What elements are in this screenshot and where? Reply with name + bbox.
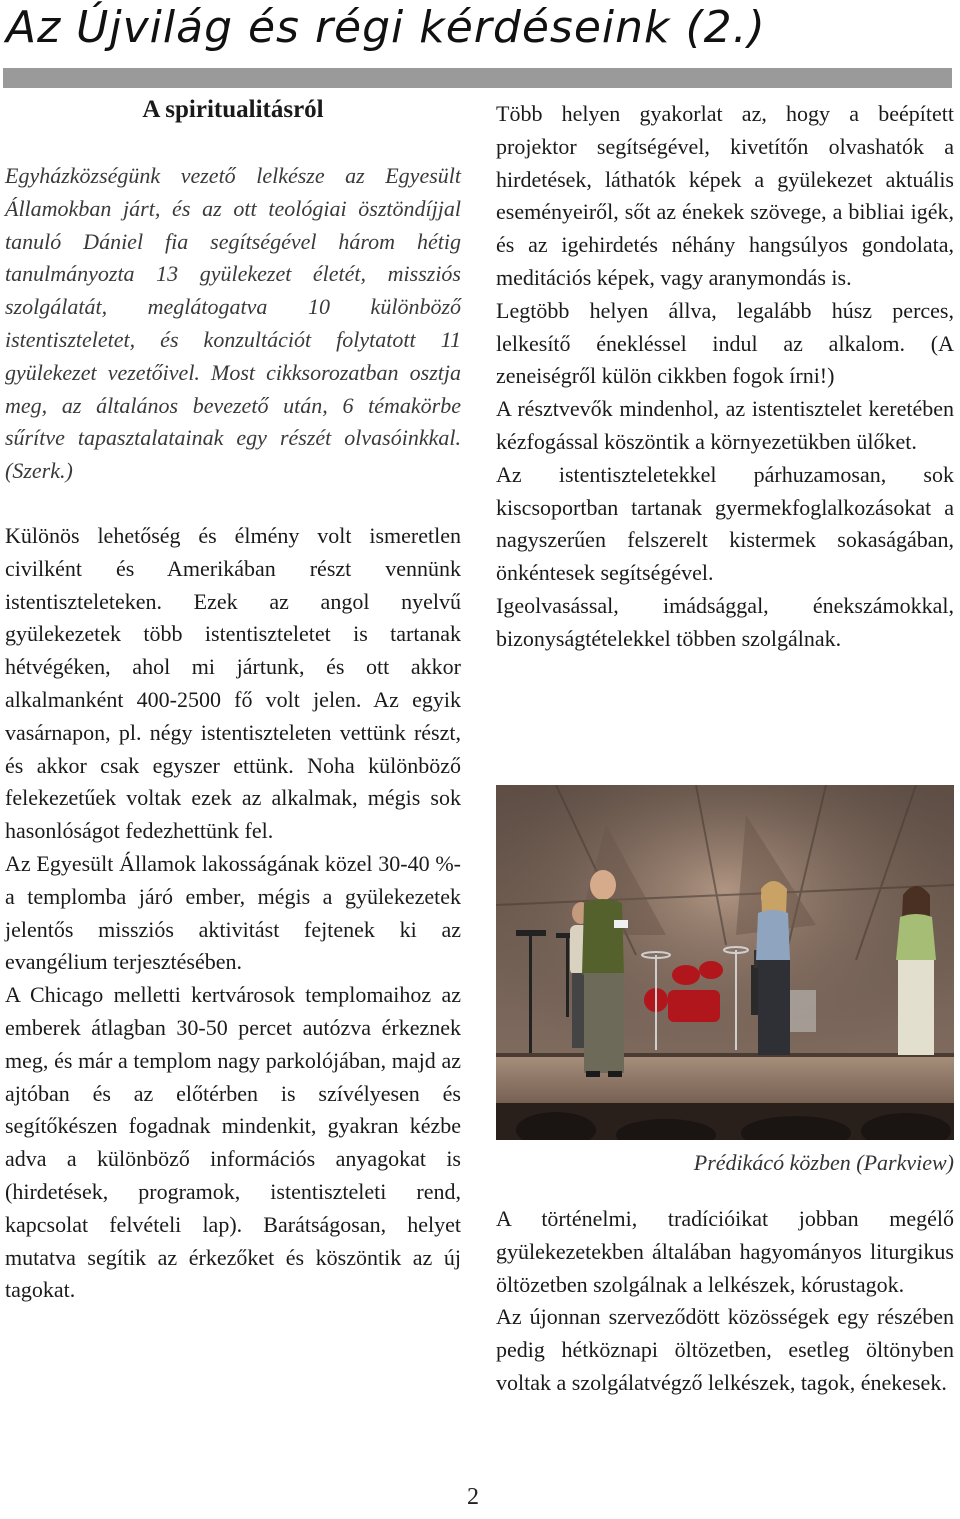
body-paragraph: Az istentiszteletekkel párhuzamosan, sok kiscsoportban tartanak gyermekfoglalkozásokat a nagyszerűen felszerelt kistermek sokaságában, önkéntesek segítségével. [496,461,954,586]
body-paragraph: Legtöbb helyen állva, legalább húsz perces, lelkesítő énekléssel indul az alkalom. (A zeneiségről külön cikkben fogok írni!) [496,297,954,389]
body-paragraph: Különös lehetőség és élmény volt ismeretlen civilként és Amerikában részt vennünk istentiszteleteken. Ezek az angol nyelvű gyülekezetek több istentiszteletet is tartanak hétvégéken, ahol mi jártunk, és ott akkor alkalmanként 400-2500 fő volt jelen. Az egyik vasárnapon, pl. négy istentiszteleten vettünk részt, és akkor csak egyszer ettünk. Noha különböző felekezetűek voltak ezek az alkalmak, mégis sok hasonlóságot fedezhettünk fel. [5,522,461,844]
body-paragraph: Az újonnan szerveződött közösségek egy részében pedig hétköznapi öltözetben, esetleg öltönyben voltak a szolgálatvégző lelkészek, tagok, énekesek. [496,1304,954,1395]
body-paragraph: Több helyen gyakorlat az, hogy a beépített projektor segítségével, kivetítőn olvashatók a hirdetések, láthatók képek a gyülekezet aktuális eseményeiről, sőt az énekek szövege, a bibliai igék, és az igehirdetés néhány hangsúlyos gondolata, meditációs képek, vagy aranymondás is. [496,101,954,290]
photo-caption: Prédikácó közben (Parkview) [693,1150,954,1175]
editorial-intro: Egyházközségünk vezető lelkésze az Egyesült Államokban járt, és az ott teológiai ösztöndíjjal tanuló Dániel fia segítségével három hétig tanulmányozta 13 gyülekezet életét, missziós szolgálatát, meglátogatva 10 különböző istentiszteletet, és konzultációt folytatott 11 gyülekezet vezetőivel. Most cikksorozatban osztja meg, az általános bevezető után, 6 témakörbe sűrítve tapasztalatainak egy részét olvasóinkkal. (Szerk.) [5,163,461,484]
body-paragraph: A Chicago melletti kertvárosok templomaihoz az emberek átlagban 30-50 percet autózva érkeznek meg, és már a templom nagy parkolójában, majd az ajtóban és az előtérben is szívélyesen és segítőkészen fogadnak mindenkit, gyakran kézbe adva a különböző információs anyagokat is (hirdetések, programok, istentiszteleti rend, kapcsolat felvételi lap). Barátságosan, helyet mutatva segítik az érkezőket és köszöntik az új tagokat. [5,982,461,1303]
right-column [496,98,954,656]
body-paragraph: Igeolvasással, imádsággal, énekszámokkal, bizonyságtételekkel többen szolgálnak. [496,592,954,651]
body-paragraph: Az Egyesült Államok lakosságának közel 30-40 %-a templomba járó ember, mégis a gyülekezetek jelentős missziós aktivitást fejtenek ki az evangélium terjesztésében. [5,850,461,975]
body-paragraph: A történelmi, tradícióikat jobban megélő gyülekezetekben általában hagyományos liturgikus öltözetben szolgálnak a lelkészek, kórustagok. [496,1206,954,1297]
title-divider-bar [3,68,952,88]
section-subheading: A spiritualitásról [142,96,324,123]
worship-stage-photo [496,785,954,1140]
article-title: Az Újvilág és régi kérdéseink (2.) [6,2,766,53]
left-column [5,92,461,1307]
page-number: 2 [467,1484,479,1510]
right-column-lower [496,1203,954,1400]
body-paragraph: A résztvevők mindenhol, az istentisztelet keretében kézfogással köszöntik a környezetükben ülőket. [496,396,954,454]
